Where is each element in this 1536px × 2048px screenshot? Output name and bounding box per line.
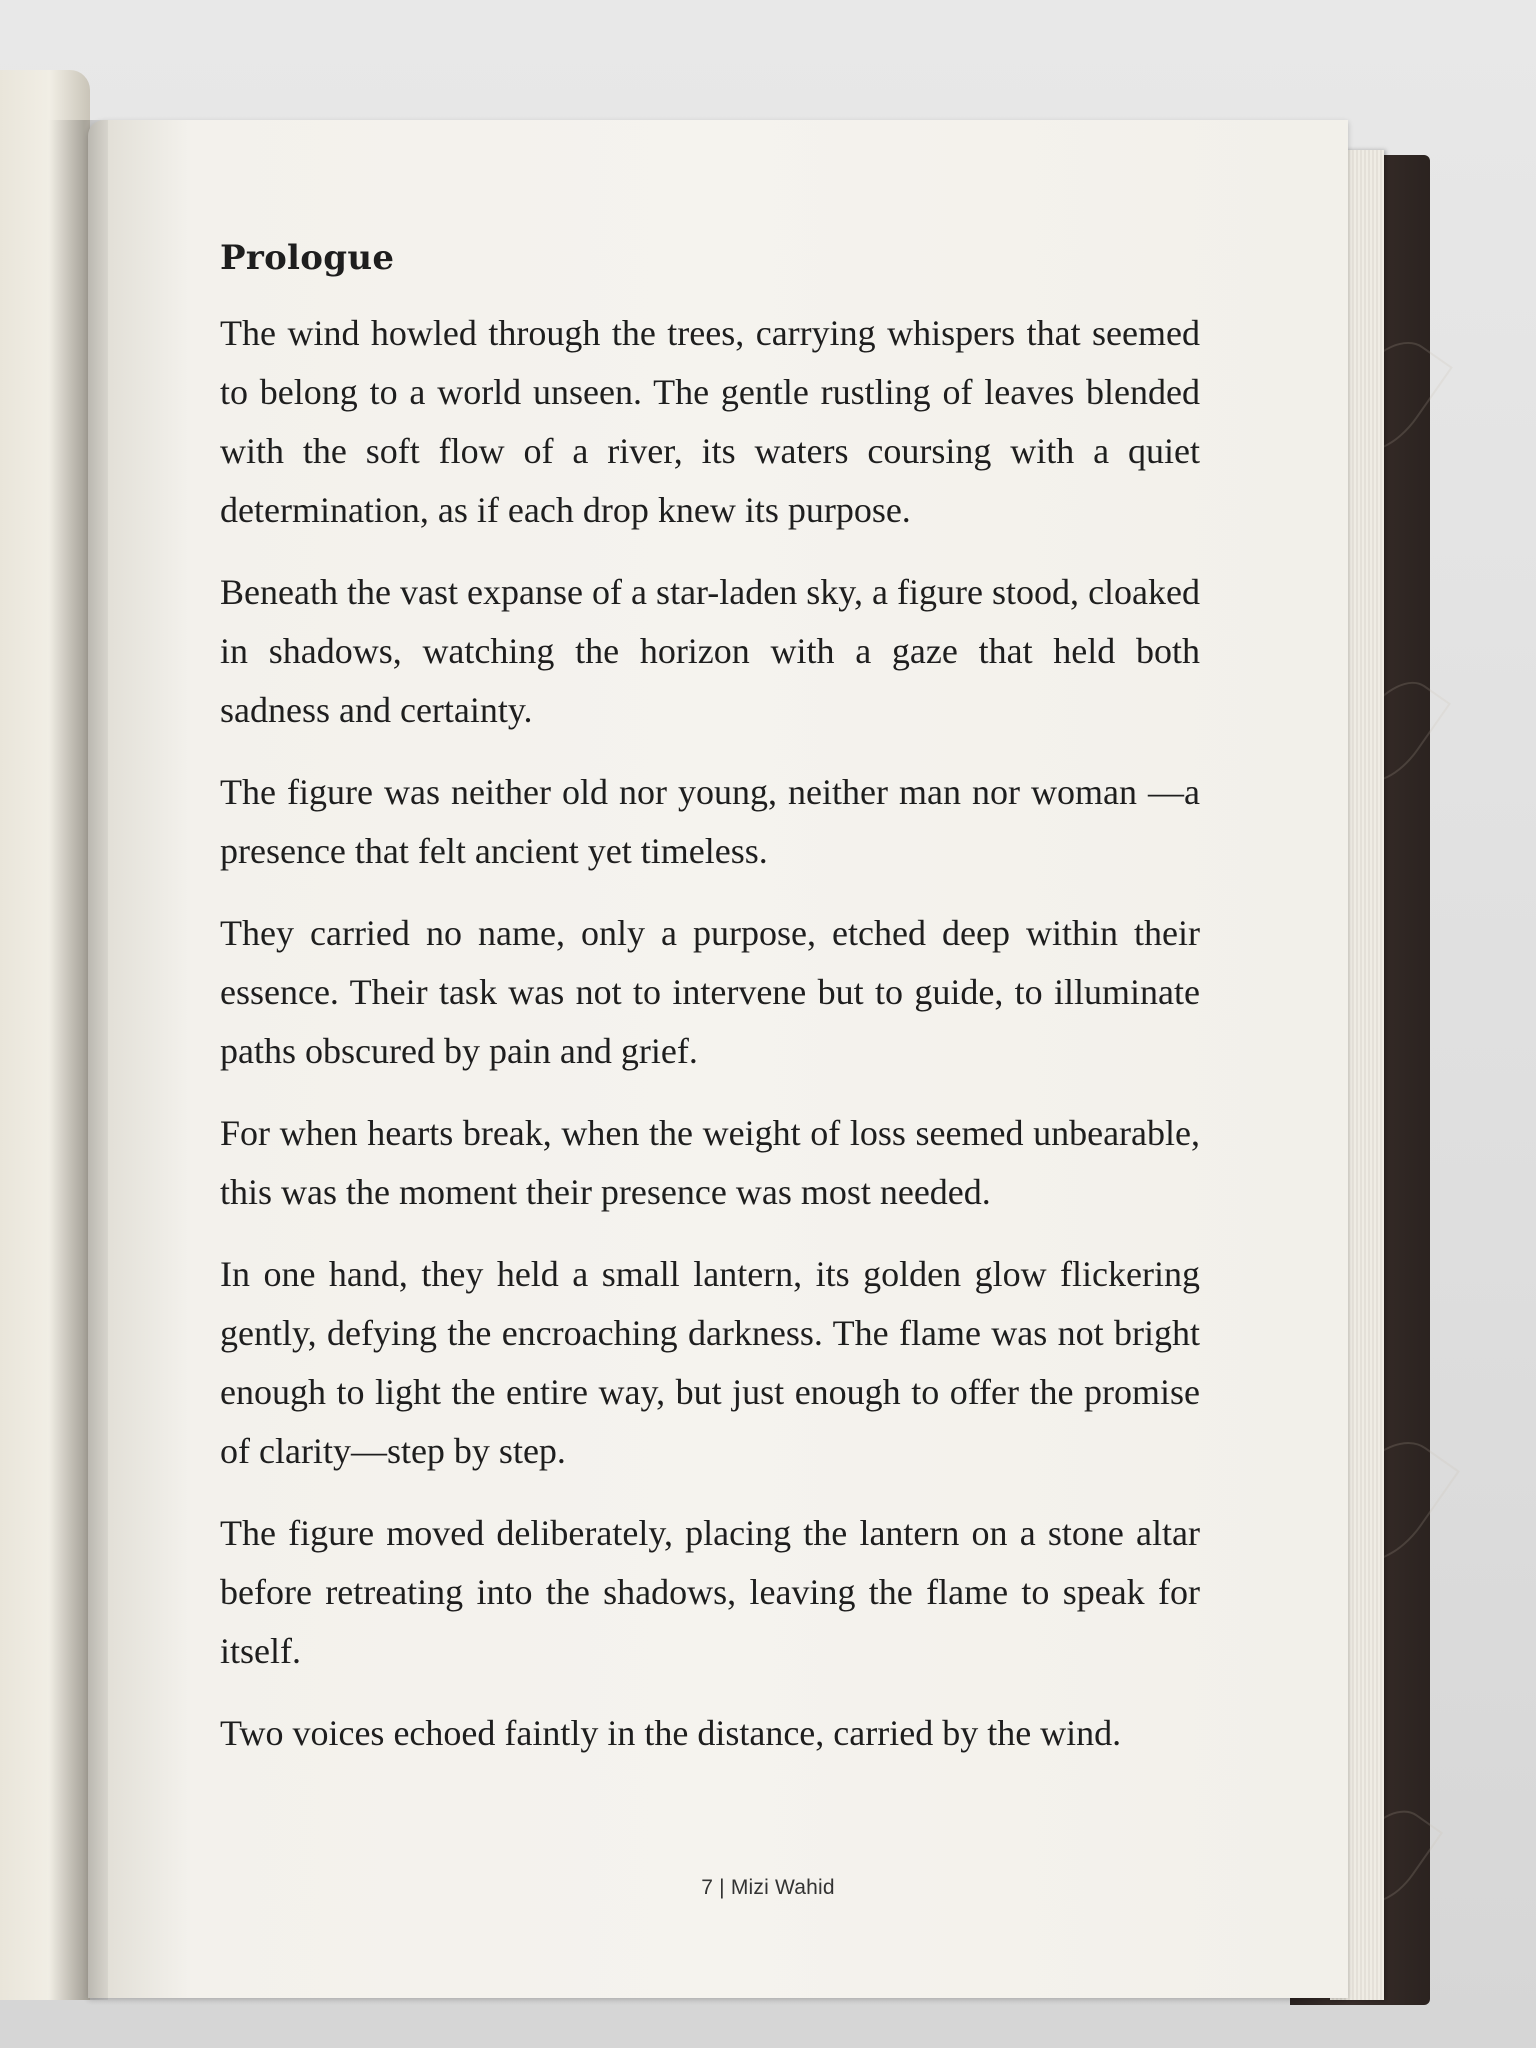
paragraph: Two voices echoed faintly in the distance, carried by the wind. <box>220 1713 1122 1753</box>
paragraph: The figure moved deliberately, placing the lantern on a stone altar before retreating into the shadows, leaving the flame to speak for itself. <box>220 1513 1200 1671</box>
paragraph: They carried no name, only a purpose, etched deep within their essence. Their task was not to intervene but to guide, to illuminate paths obscured by pain and grief. <box>220 913 1200 1071</box>
page-content <box>220 238 1200 1786</box>
paragraph: For when hearts break, when the weight of loss seemed unbearable, this was the moment their presence was most needed. <box>220 1113 1200 1212</box>
paragraph: Beneath the vast expanse of a star-laden sky, a figure stood, cloaked in shadows, watching the horizon with a gaze that held both sadness and certainty. <box>220 572 1200 730</box>
spine-shadow <box>48 120 108 2000</box>
page-footer: 7 | Mizi Wahid <box>701 1876 835 1899</box>
paragraph: In one hand, they held a small lantern, its golden glow flickering gently, defying the encroaching darkness. The flame was not bright enough to light the entire way, but just enough to offer the promise of clarity—step by step. <box>220 1254 1200 1471</box>
paragraph: The wind howled through the trees, carrying whispers that seemed to belong to a world unseen. The gentle rustling of leaves blended with the soft flow of a river, its waters coursing with a quiet determination, as if each drop knew its purpose. <box>220 313 1200 530</box>
paragraph: The figure was neither old nor young, neither man nor woman —a presence that felt ancient yet timeless. <box>220 772 1200 871</box>
chapter-heading: Prologue <box>220 238 395 278</box>
